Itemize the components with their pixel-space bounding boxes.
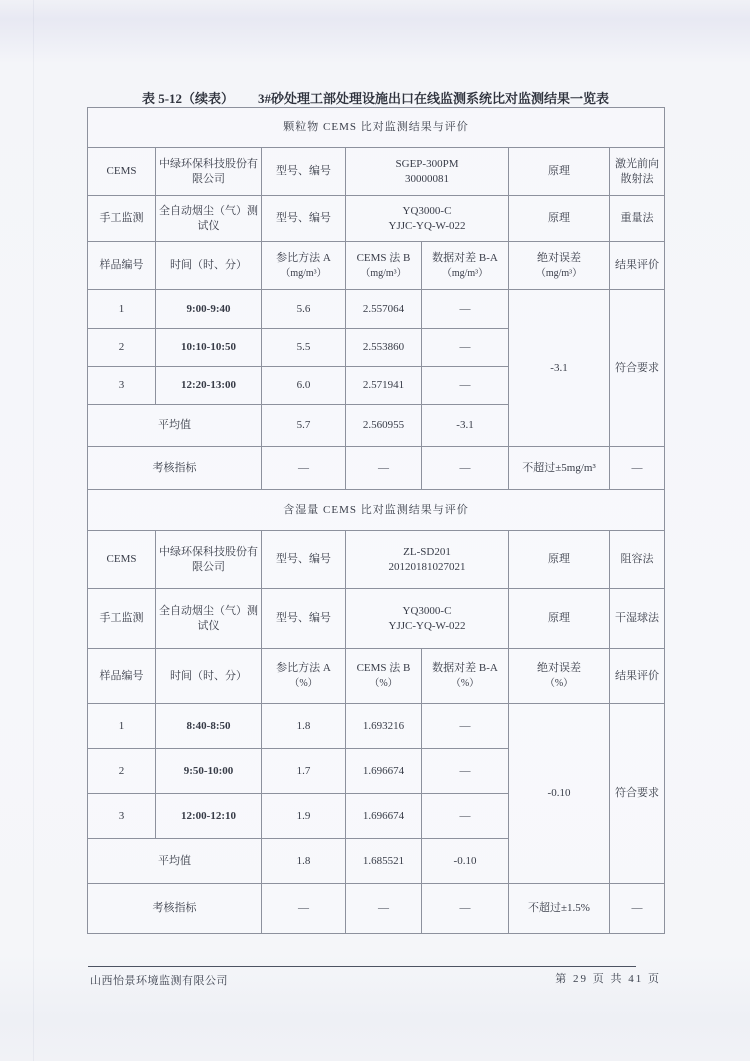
t1-r3-ref: 6.0 <box>262 367 346 405</box>
t2-col-result: 结果评价 <box>610 649 665 704</box>
t2-assessment-row <box>88 884 665 934</box>
t2-assess-ref: — <box>262 884 346 934</box>
t1-abs-error-value: -3.1 <box>509 290 610 447</box>
t1-col-cems-b-name: CEMS 法 B <box>356 251 411 264</box>
t1-col-abs-error <box>509 242 610 290</box>
t2-cems-model-label: 型号、编号 <box>262 531 346 589</box>
t2-cems-model-line2: 20120181027021 <box>388 560 466 573</box>
t1-r1-diff: — <box>422 290 509 329</box>
t1-avg-ref: 5.7 <box>262 405 346 447</box>
t2-section-title: 含湿量 CEMS 比对监测结果与评价 <box>88 490 665 531</box>
t2-r3-no: 3 <box>88 794 156 839</box>
t1-r1-ref: 5.6 <box>262 290 346 329</box>
t1-manual-model-value <box>346 196 509 242</box>
t2-col-sample-no: 样品编号 <box>88 649 156 704</box>
t1-cems-model-line2: 30000081 <box>405 172 449 185</box>
t1-manual-org: 全自动烟尘（气）测试仪 <box>156 196 262 242</box>
t2-manual-org: 全自动烟尘（气）测试仪 <box>156 589 262 649</box>
t1-col-diff-unit: （mg/m³） <box>441 267 489 279</box>
t2-col-abs-error-name: 绝对误差 <box>537 662 581 675</box>
t2-col-diff-name: 数据对差 B-A <box>432 662 498 675</box>
t1-section-title: 颗粒物 CEMS 比对监测结果与评价 <box>88 108 665 148</box>
t1-col-time: 时间（时、分） <box>156 242 262 290</box>
t1-cems-model-label: 型号、编号 <box>262 148 346 196</box>
t1-cems-principle-label: 原理 <box>509 148 610 196</box>
t1-data-row-1 <box>88 290 665 329</box>
t2-manual-model-line2: YJJC-YQ-W-022 <box>388 619 466 632</box>
t2-manual-principle-label: 原理 <box>509 589 610 649</box>
t2-abs-error-value: -0.10 <box>509 704 610 884</box>
t2-manual-label: 手工监测 <box>88 589 156 649</box>
t1-assess-abs-limit: 不超过±5mg/m³ <box>509 447 610 490</box>
t1-col-diff <box>422 242 509 290</box>
t1-col-ref-method-unit: （mg/m³） <box>280 267 327 279</box>
t2-assess-diff: — <box>422 884 509 934</box>
t2-column-header-row <box>88 649 665 704</box>
t1-r1-time: 9:00-9:40 <box>156 290 262 329</box>
t2-manual-principle-value: 干湿球法 <box>610 589 665 649</box>
t2-manual-model-label: 型号、编号 <box>262 589 346 649</box>
t2-avg-label: 平均值 <box>88 839 262 884</box>
t1-cems-org: 中绿环保科技股份有限公司 <box>156 148 262 196</box>
t2-col-ref-method-name: 参比方法 A <box>276 662 331 675</box>
t2-section-header-row <box>88 490 665 531</box>
t1-assessment-row <box>88 447 665 490</box>
t1-assess-cems: — <box>346 447 422 490</box>
table-number-label: 表 5-12（续表） <box>141 91 235 106</box>
t1-avg-label: 平均值 <box>88 405 262 447</box>
t1-r2-diff: — <box>422 329 509 367</box>
t1-manual-model-label: 型号、编号 <box>262 196 346 242</box>
t2-r2-ref: 1.7 <box>262 749 346 794</box>
t2-manual-model-line1: YQ3000-C <box>402 604 452 617</box>
t1-cems-model-line1: SGEP-300PM <box>395 157 459 170</box>
t2-avg-ref: 1.8 <box>262 839 346 884</box>
page-footer <box>88 966 665 987</box>
t2-data-row-1 <box>88 704 665 749</box>
t1-r2-ref: 5.5 <box>262 329 346 367</box>
t1-assess-ref: — <box>262 447 346 490</box>
page-title: 3#砂处理工部处理设施出口在线监测系统比对监测结果一览表 <box>258 91 610 106</box>
t1-r1-no: 1 <box>88 290 156 329</box>
t1-cems-label: CEMS <box>88 148 156 196</box>
t1-manual-equipment-row <box>88 196 665 242</box>
t2-r1-ref: 1.8 <box>262 704 346 749</box>
t2-assess-abs-limit: 不超过±1.5% <box>509 884 610 934</box>
t2-r1-diff: — <box>422 704 509 749</box>
t1-col-sample-no: 样品编号 <box>88 242 156 290</box>
t1-result-value: 符合要求 <box>610 290 665 447</box>
t2-col-cems-b-unit: （%） <box>369 678 398 690</box>
t1-r3-diff: — <box>422 367 509 405</box>
t1-cems-equipment-row <box>88 148 665 196</box>
t1-section-header-row <box>88 108 665 148</box>
t2-r3-time: 12:00-12:10 <box>156 794 262 839</box>
t2-r1-cems: 1.693216 <box>346 704 422 749</box>
t2-assess-label: 考核指标 <box>88 884 262 934</box>
t2-r3-ref: 1.9 <box>262 794 346 839</box>
t1-cems-principle-value: 激光前向散射法 <box>610 148 665 196</box>
t1-column-header-row <box>88 242 665 290</box>
t2-cems-equipment-row <box>88 531 665 589</box>
t2-result-value: 符合要求 <box>610 704 665 884</box>
t1-col-cems-b <box>346 242 422 290</box>
t2-cems-org: 中绿环保科技股份有限公司 <box>156 531 262 589</box>
document-title <box>87 88 664 107</box>
t1-r3-no: 3 <box>88 367 156 405</box>
t1-manual-principle-label: 原理 <box>509 196 610 242</box>
footer-company-name: 山西怡景环境监测有限公司 <box>90 975 228 987</box>
t1-col-ref-method-name: 参比方法 A <box>276 251 331 264</box>
t2-col-ref-method-unit: （%） <box>289 678 318 690</box>
t1-manual-model-line1: YQ3000-C <box>402 204 452 217</box>
t1-manual-label: 手工监测 <box>88 196 156 242</box>
t1-r3-time: 12:20-13:00 <box>156 367 262 405</box>
t1-col-diff-name: 数据对差 B-A <box>432 251 498 264</box>
t1-avg-diff: -3.1 <box>422 405 509 447</box>
t1-r3-cems: 2.571941 <box>346 367 422 405</box>
t2-r1-no: 1 <box>88 704 156 749</box>
t2-cems-label: CEMS <box>88 531 156 589</box>
t1-assess-diff: — <box>422 447 509 490</box>
t1-r2-time: 10:10-10:50 <box>156 329 262 367</box>
t2-col-abs-error <box>509 649 610 704</box>
t2-cems-principle-value: 阻容法 <box>610 531 665 589</box>
t2-col-ref-method <box>262 649 346 704</box>
t1-cems-model-value <box>346 148 509 196</box>
footer-page-number: 第 29 页 共 41 页 <box>555 973 661 985</box>
t2-r3-cems: 1.696674 <box>346 794 422 839</box>
t2-r1-time: 8:40-8:50 <box>156 704 262 749</box>
t1-manual-model-line2: YJJC-YQ-W-022 <box>388 219 466 232</box>
t2-col-cems-b-name: CEMS 法 B <box>356 662 411 675</box>
t1-col-abs-error-unit: （mg/m³） <box>535 267 583 279</box>
t2-assess-cems: — <box>346 884 422 934</box>
scan-edge-line <box>33 0 34 1061</box>
t1-col-ref-method <box>262 242 346 290</box>
t1-assess-result: — <box>610 447 665 490</box>
t1-col-result: 结果评价 <box>610 242 665 290</box>
t2-r2-cems: 1.696674 <box>346 749 422 794</box>
t2-col-diff <box>422 649 509 704</box>
comparison-table <box>87 107 665 934</box>
t2-col-diff-unit: （%） <box>450 678 480 690</box>
t2-avg-cems: 1.685521 <box>346 839 422 884</box>
t2-cems-principle-label: 原理 <box>509 531 610 589</box>
t2-cems-model-value <box>346 531 509 589</box>
t1-assess-label: 考核指标 <box>88 447 262 490</box>
t2-col-time: 时间（时、分） <box>156 649 262 704</box>
t1-avg-cems: 2.560955 <box>346 405 422 447</box>
t1-r1-cems: 2.557064 <box>346 290 422 329</box>
t2-assess-result: — <box>610 884 665 934</box>
t2-col-abs-error-unit: （%） <box>544 678 574 690</box>
t2-manual-equipment-row <box>88 589 665 649</box>
t2-col-cems-b <box>346 649 422 704</box>
t2-avg-diff: -0.10 <box>422 839 509 884</box>
t2-r2-diff: — <box>422 749 509 794</box>
t1-r2-no: 2 <box>88 329 156 367</box>
t2-cems-model-line1: ZL-SD201 <box>403 545 451 558</box>
t2-manual-model-value <box>346 589 509 649</box>
t2-r2-time: 9:50-10:00 <box>156 749 262 794</box>
t2-r2-no: 2 <box>88 749 156 794</box>
t2-r3-diff: — <box>422 794 509 839</box>
t1-col-abs-error-name: 绝对误差 <box>537 251 581 264</box>
t1-r2-cems: 2.553860 <box>346 329 422 367</box>
footer-divider <box>88 966 636 967</box>
t1-col-cems-b-unit: （mg/m³） <box>360 267 407 279</box>
t1-manual-principle-value: 重量法 <box>610 196 665 242</box>
